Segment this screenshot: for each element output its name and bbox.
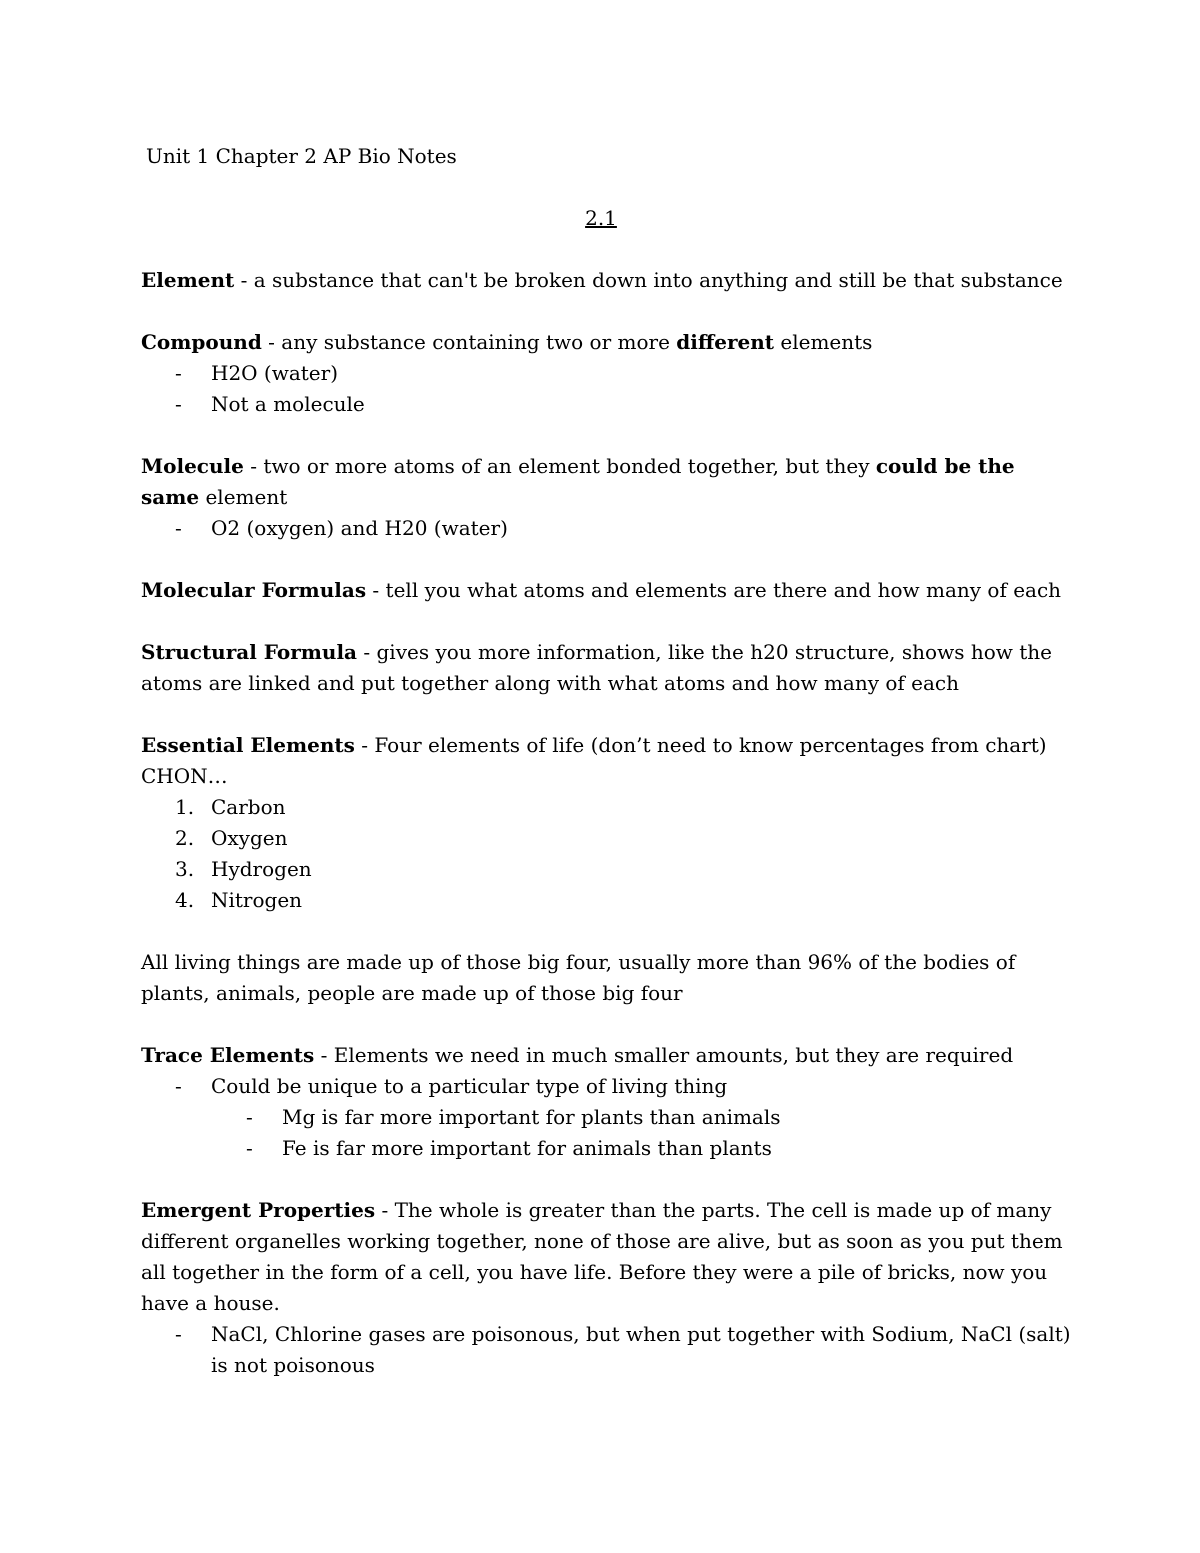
term-element: Element: [141, 268, 235, 292]
notes-body: [141, 265, 1071, 1381]
list-item: - NaCl, Chlorine gases are poisonous, but when put together with Sodium, NaCl (salt) is not poisonous: [175, 1322, 1071, 1377]
compound-definition: Compound - any substance containing two or more different elements: [141, 330, 873, 354]
list-item: - Could be unique to a particular type of living thing: [175, 1074, 728, 1098]
term-emergent-properties: Emergent Properties: [141, 1198, 376, 1222]
term-trace-elements: Trace Elements: [141, 1043, 315, 1067]
sub-list-item: - Mg is far more important for plants than animals: [246, 1105, 781, 1129]
document-title: Unit 1 Chapter 2 AP Bio Notes: [146, 144, 457, 168]
list-item: 3. Hydrogen: [175, 857, 312, 881]
sub-list-item: - Fe is far more important for animals than plants: [246, 1136, 772, 1160]
trace-elements-bullets: [141, 1071, 1071, 1164]
term-compound: Compound: [141, 330, 262, 354]
structural-formula-definition: Structural Formula - gives you more information, like the h20 structure, shows how the atoms are linked and put together along with what atoms and how many of each: [141, 640, 1052, 695]
element-definition: Element - a substance that can't be broken down into anything and still be that substance: [141, 268, 1063, 292]
emergent-properties-definition: Emergent Properties - The whole is greater than the parts. The cell is made up of many different organelles working together, none of those are alive, but as soon as you put them all together in the form of a cell, you have life. Before they were a pile of bricks, now you have a house.: [141, 1198, 1063, 1315]
term-molecule: Molecule: [141, 454, 244, 478]
list-item: - O2 (oxygen) and H20 (water): [175, 516, 508, 540]
emphasis-different: different: [676, 330, 775, 354]
list-item: - H2O (water): [175, 361, 339, 385]
list-item: 1. Carbon: [175, 795, 286, 819]
molecule-bullets: [141, 513, 1071, 544]
list-item: - Not a molecule: [175, 392, 365, 416]
essential-elements-list: [141, 792, 1071, 916]
emphasis-could-be-same: could be the same: [141, 454, 1015, 509]
list-item: 4. Nitrogen: [175, 888, 303, 912]
chon-acronym: CHON…: [141, 764, 228, 788]
essential-elements-definition: Essential Elements - Four elements of life (don’t need to know percentages from chart): [141, 733, 1047, 757]
term-essential-elements: Essential Elements: [141, 733, 355, 757]
molecule-definition: Molecule - two or more atoms of an element bonded together, but they could be the same element: [141, 454, 1015, 509]
living-things-paragraph: All living things are made up of those big four, usually more than 96% of the bodies of plants, animals, people are made up of those big four: [141, 950, 1016, 1005]
compound-bullets: [141, 358, 1071, 420]
trace-elements-definition: Trace Elements - Elements we need in much smaller amounts, but they are required: [141, 1043, 1014, 1067]
term-structural-formula: Structural Formula: [141, 640, 358, 664]
molecular-formulas-definition: Molecular Formulas - tell you what atoms and elements are there and how many of each: [141, 578, 1062, 602]
section-heading: 2.1: [585, 206, 617, 230]
emergent-properties-bullets: [141, 1319, 1071, 1381]
term-molecular-formulas: Molecular Formulas: [141, 578, 367, 602]
list-item: 2. Oxygen: [175, 826, 288, 850]
